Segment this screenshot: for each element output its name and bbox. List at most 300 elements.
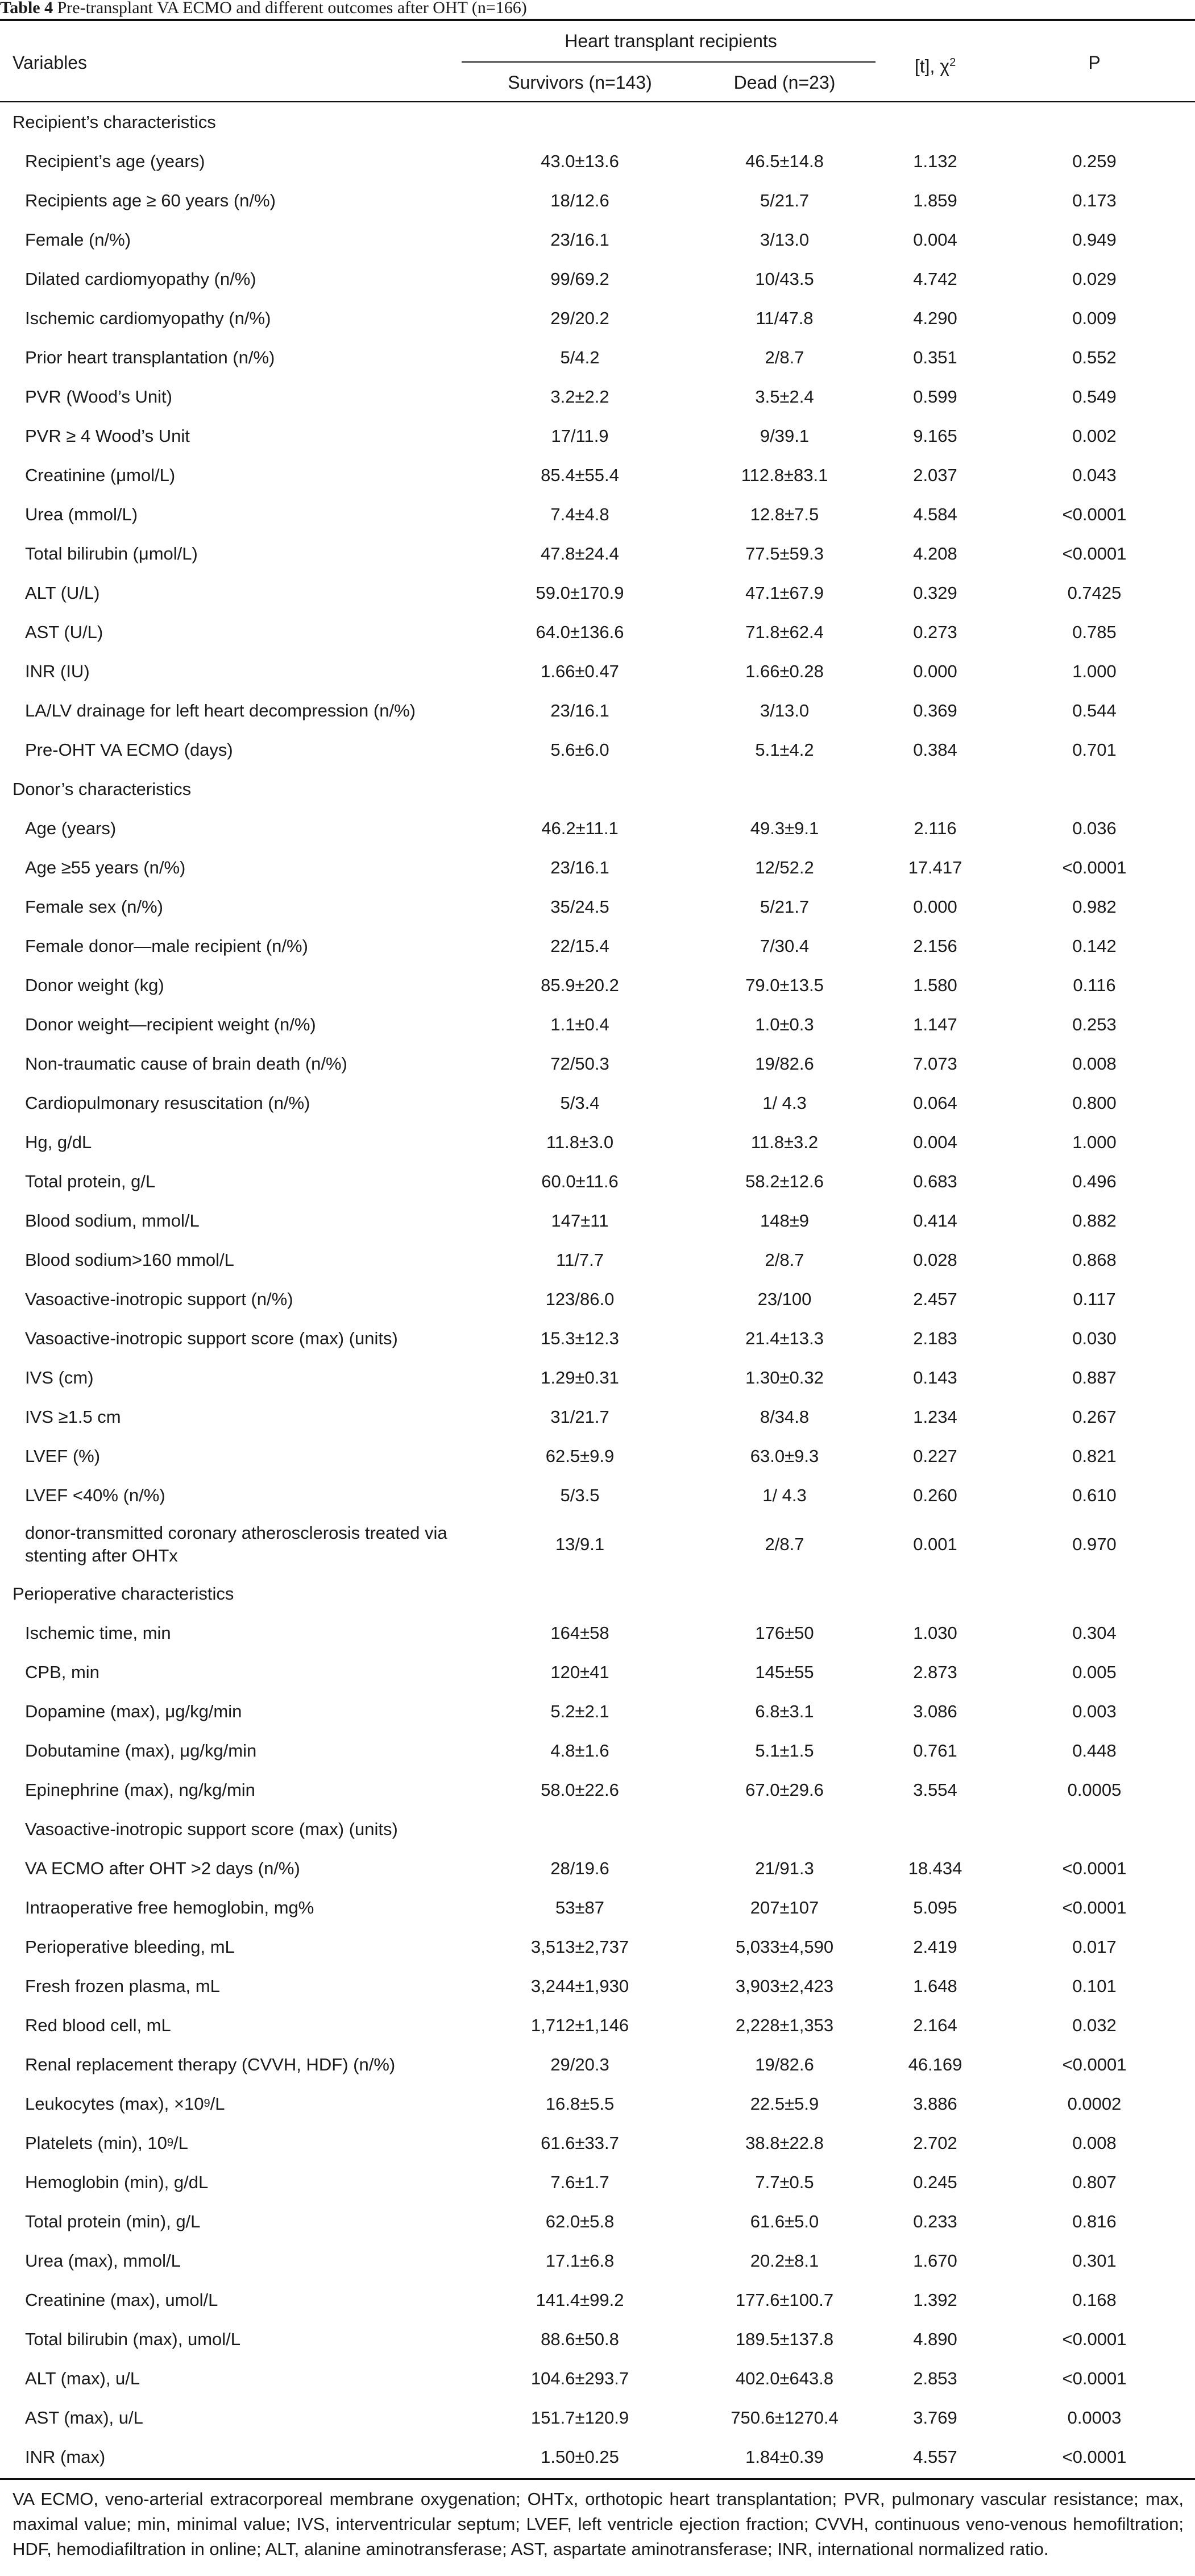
table-row [0, 730, 1195, 769]
stat-cell: 0.351 [913, 347, 957, 367]
row-label [25, 2163, 480, 2202]
row-label-text: Ischemic cardiomyopathy (n/%) [25, 308, 271, 328]
section-row [0, 1574, 1195, 1613]
row-label [25, 1653, 480, 1692]
stat-cell: 9.165 [913, 425, 957, 446]
table-caption [0, 0, 527, 19]
row-label [25, 455, 480, 495]
table-row [0, 1692, 1195, 1731]
p-value-cell: 0.544 [1072, 700, 1117, 720]
survivors-cell: 147±11 [551, 1210, 609, 1231]
row-label-text: Dobutamine (max), μg/kg/min [25, 1740, 257, 1761]
row-label-tail: /L [210, 2093, 225, 2114]
stat-cell: 0.001 [913, 1534, 957, 1554]
table-row [0, 1123, 1195, 1162]
p-value-cell: 0.982 [1072, 896, 1117, 917]
table-row [0, 338, 1195, 377]
p-value-cell: <0.0001 [1062, 2329, 1127, 2349]
stat-cell: 0.004 [913, 229, 957, 250]
p-value-cell: 0.008 [1072, 1053, 1117, 1074]
survivors-cell: 29/20.3 [550, 2054, 609, 2074]
top-rule [0, 19, 1195, 21]
table-row [0, 1966, 1195, 2006]
p-value-cell: 0.868 [1072, 1249, 1117, 1270]
table-row [0, 377, 1195, 416]
row-label [25, 573, 480, 612]
table-row [0, 1770, 1195, 1809]
header-stat-text: [t], χ [914, 56, 950, 77]
stat-cell: 0.369 [913, 700, 957, 720]
survivors-cell: 151.7±120.9 [530, 2407, 629, 2428]
row-label-text: Urea (max), mmol/L [25, 2250, 181, 2271]
row-label [25, 1515, 491, 1574]
row-label [25, 1397, 480, 1436]
survivors-cell: 1.66±0.47 [541, 661, 619, 681]
survivors-cell: 23/16.1 [550, 700, 609, 720]
table-row [0, 1476, 1195, 1515]
p-value-cell: 0.116 [1073, 975, 1116, 995]
row-label-tail: /L [173, 2132, 188, 2153]
section-row [0, 769, 1195, 809]
row-label-text: Total bilirubin (max), umol/L [25, 2329, 241, 2349]
survivors-cell: 99/69.2 [550, 268, 609, 289]
dead-cell: 12/52.2 [755, 857, 814, 877]
dead-cell: 20.2±8.1 [750, 2250, 819, 2271]
dead-cell [694, 1809, 875, 1849]
p-value-cell: 0.009 [1072, 308, 1117, 328]
row-label [25, 377, 480, 416]
dead-cell: 402.0±643.8 [735, 2368, 834, 2388]
row-label-text: LVEF <40% (n/%) [25, 1485, 165, 1505]
row-label [25, 2320, 480, 2359]
table-row [0, 966, 1195, 1005]
row-label-text: Vasoactive-inotropic support score (max) (units) [25, 1819, 398, 1839]
dead-cell: 19/82.6 [755, 2054, 814, 2074]
dead-cell: 19/82.6 [755, 1053, 814, 1074]
stat-cell: 18.434 [908, 1858, 962, 1878]
p-value-cell: 0.168 [1072, 2289, 1117, 2310]
stat-cell: 0.260 [913, 1485, 957, 1505]
row-label [25, 2359, 480, 2398]
row-label [25, 1005, 480, 1044]
dead-cell: 5,033±4,590 [735, 1936, 834, 1957]
dead-cell: 9/39.1 [760, 425, 810, 446]
table-row [0, 142, 1195, 181]
p-value-cell: 0.0002 [1067, 2093, 1122, 2114]
row-label-text: Dopamine (max), μg/kg/min [25, 1701, 242, 1721]
dead-cell: 145±55 [755, 1662, 814, 1682]
row-label-text: Creatinine (max), umol/L [25, 2289, 218, 2310]
row-label-text: Creatinine (μmol/L) [25, 465, 176, 485]
survivors-cell: 23/16.1 [550, 229, 609, 250]
survivors-cell: 62.0±5.8 [545, 2211, 615, 2231]
p-value-cell: 0.032 [1072, 2015, 1117, 2035]
row-label [25, 181, 480, 220]
row-label-text: LA/LV drainage for left heart decompression (n/%) [25, 700, 416, 720]
row-label-sup: 9 [204, 2097, 210, 2110]
dead-cell: 2/8.7 [765, 347, 804, 367]
p-value-cell: 0.816 [1072, 2211, 1117, 2231]
row-label-text: Total protein, g/L [25, 1171, 156, 1191]
row-label-text: CPB, min [25, 1662, 99, 1682]
row-label [25, 1279, 480, 1319]
table-row [0, 181, 1195, 220]
row-label [25, 259, 480, 299]
row-label-text: Blood sodium, mmol/L [25, 1210, 200, 1231]
survivors-cell: 47.8±24.4 [541, 543, 619, 564]
table-row [0, 259, 1195, 299]
row-label-text: Prior heart transplantation (n/%) [25, 347, 275, 367]
dead-cell: 77.5±59.3 [745, 543, 824, 564]
stat-cell: 4.557 [913, 2446, 957, 2467]
p-value-cell: 0.259 [1072, 151, 1117, 171]
row-label [25, 2398, 480, 2437]
row-label [25, 1201, 480, 1240]
dead-cell: 750.6±1270.4 [731, 2407, 839, 2428]
dead-cell: 10/43.5 [755, 268, 814, 289]
dead-cell: 8/34.8 [760, 1406, 810, 1427]
survivors-cell: 7.6±1.7 [550, 2172, 609, 2192]
row-label-text: Hg, g/dL [25, 1132, 92, 1152]
survivors-cell: 5.2±2.1 [550, 1701, 609, 1721]
table-row [0, 1888, 1195, 1927]
header-p: P [1088, 52, 1101, 73]
survivors-cell: 64.0±136.6 [536, 622, 624, 642]
row-label [25, 2241, 480, 2280]
stat-cell: 0.329 [913, 582, 957, 603]
p-value-cell: <0.0001 [1062, 543, 1127, 564]
survivors-cell: 85.4±55.4 [541, 465, 619, 485]
dead-cell: 21/91.3 [755, 1858, 814, 1878]
row-label-text: Recipient’s characteristics [13, 111, 216, 132]
dead-cell: 58.2±12.6 [745, 1171, 824, 1191]
row-label [25, 652, 480, 691]
stat-cell: 0.599 [913, 386, 957, 407]
stat-cell: 7.073 [913, 1053, 957, 1074]
dead-cell: 63.0±9.3 [750, 1446, 819, 1466]
header-dead: Dead (n=23) [733, 72, 836, 93]
p-value-cell: <0.0001 [1062, 504, 1127, 524]
dead-cell: 1/ 4.3 [762, 1092, 807, 1113]
dead-cell: 177.6±100.7 [735, 2289, 834, 2310]
table-row [0, 2398, 1195, 2437]
row-label [25, 887, 480, 926]
dead-cell: 3/13.0 [760, 700, 810, 720]
row-label [25, 848, 480, 887]
row-label-text: AST (U/L) [25, 622, 103, 642]
row-label-text: LVEF (%) [25, 1446, 101, 1466]
p-value-cell: 0.043 [1072, 465, 1117, 485]
p-value-cell: 0.800 [1072, 1092, 1117, 1113]
table-row [0, 2202, 1195, 2241]
p-value-cell: <0.0001 [1062, 857, 1127, 877]
row-label [25, 1927, 480, 1966]
table-row [0, 1044, 1195, 1083]
row-label-text: PVR (Wood’s Unit) [25, 386, 172, 407]
dead-cell: 2,228±1,353 [735, 2015, 834, 2035]
p-value-cell: <0.0001 [1062, 2054, 1127, 2074]
survivors-cell: 3.2±2.2 [550, 386, 609, 407]
p-value-cell: <0.0001 [1062, 1858, 1127, 1878]
row-label-text: Female donor—male recipient (n/%) [25, 935, 308, 956]
dead-cell: 7.7±0.5 [755, 2172, 814, 2192]
table-row [0, 2006, 1195, 2045]
table-row [0, 2359, 1195, 2398]
row-label-text: Donor’s characteristics [13, 778, 192, 799]
survivors-cell: 1.1±0.4 [550, 1014, 609, 1034]
table-row [0, 534, 1195, 573]
row-label-text: INR (IU) [25, 661, 90, 681]
table-title: Pre-transplant VA ECMO and different outcomes after OHT (n=166) [57, 0, 527, 17]
row-label [25, 1436, 480, 1476]
row-label-text: Age ≥55 years (n/%) [25, 857, 186, 877]
dead-cell: 23/100 [757, 1289, 812, 1309]
table-row [0, 1005, 1195, 1044]
stat-cell: 1.580 [913, 975, 957, 995]
table-row [0, 573, 1195, 612]
table-row [0, 1201, 1195, 1240]
table-row [0, 1162, 1195, 1201]
p-value-cell: 0.002 [1072, 425, 1117, 446]
survivors-cell: 5.6±6.0 [550, 739, 609, 760]
row-label [25, 1358, 480, 1397]
stat-cell: 4.584 [913, 504, 957, 524]
stat-cell: 3.086 [913, 1701, 957, 1721]
dead-cell: 61.6±5.0 [750, 2211, 819, 2231]
survivors-cell: 35/24.5 [550, 896, 609, 917]
p-value-cell: 1.000 [1072, 661, 1117, 681]
stat-cell: 1.392 [913, 2289, 957, 2310]
p-value-cell: 0.005 [1072, 1662, 1117, 1682]
p-value-cell: 0.008 [1072, 2132, 1117, 2153]
table-row [0, 2280, 1195, 2320]
survivors-cell: 13/9.1 [555, 1534, 605, 1554]
table-row [0, 652, 1195, 691]
section-row [0, 102, 1195, 142]
dead-cell: 189.5±137.8 [735, 2329, 834, 2349]
stat-cell: 0.064 [913, 1092, 957, 1113]
row-label-text: Donor weight—recipient weight (n/%) [25, 1014, 316, 1034]
stat-cell: 0.273 [913, 622, 957, 642]
stat-cell: 2.156 [913, 935, 957, 956]
dead-cell: 1.30±0.32 [745, 1367, 824, 1388]
p-value-cell: 0.448 [1072, 1740, 1117, 1761]
stat-cell: 0.384 [913, 739, 957, 760]
stat-cell: 0.683 [913, 1171, 957, 1191]
dead-cell: 11.8±3.2 [750, 1132, 819, 1152]
p-value-cell [995, 1809, 1194, 1849]
table-row [0, 1319, 1195, 1358]
survivors-cell: 4.8±1.6 [550, 1740, 609, 1761]
p-value-cell: 0.610 [1072, 1485, 1117, 1505]
row-label [25, 1319, 480, 1358]
p-value-cell: 0.882 [1072, 1210, 1117, 1231]
row-label-text: INR (max) [25, 2446, 106, 2467]
survivors-cell: 141.4±99.2 [536, 2289, 624, 2310]
survivors-cell: 7.4±4.8 [550, 504, 609, 524]
stat-cell: 2.183 [913, 1328, 957, 1348]
survivors-cell: 5/3.5 [560, 1485, 600, 1505]
dead-cell: 22.5±5.9 [750, 2093, 819, 2114]
row-label [25, 338, 480, 377]
survivors-cell: 1.50±0.25 [541, 2446, 619, 2467]
row-label [25, 926, 480, 966]
dead-cell: 3/13.0 [760, 229, 810, 250]
table-row [0, 1358, 1195, 1397]
p-value-cell: 0.0005 [1067, 1779, 1122, 1800]
row-label [25, 2084, 480, 2123]
row-label-text: Platelets (min), 10 [25, 2132, 167, 2153]
table-row [0, 2241, 1195, 2280]
stat-cell: 0.000 [913, 661, 957, 681]
table-row [0, 1436, 1195, 1476]
stat-cell: 2.419 [913, 1936, 957, 1957]
header-group-rule [462, 61, 875, 63]
p-value-cell: 0.821 [1072, 1446, 1117, 1466]
stat-cell: 5.095 [913, 1897, 957, 1917]
dead-cell: 21.4±13.3 [745, 1328, 824, 1348]
row-label [25, 966, 480, 1005]
table-row [0, 1515, 1195, 1574]
stat-cell: 0.004 [913, 1132, 957, 1152]
row-label-text: Perioperative bleeding, mL [25, 1936, 235, 1957]
dead-cell: 207±107 [750, 1897, 819, 1917]
table-row [0, 2163, 1195, 2202]
survivors-cell: 46.2±11.1 [541, 818, 619, 838]
survivors-cell: 104.6±293.7 [530, 2368, 629, 2388]
stat-cell: 2.116 [914, 818, 957, 838]
p-value-cell: 0.949 [1072, 229, 1117, 250]
row-label [25, 1770, 480, 1809]
row-label [25, 809, 480, 848]
survivors-cell: 17/11.9 [551, 425, 609, 446]
stat-cell: 0.761 [913, 1740, 957, 1761]
p-value-cell: 0.101 [1072, 1976, 1117, 1996]
stat-cell: 0.028 [913, 1249, 957, 1270]
p-value-cell: 0.003 [1072, 1701, 1117, 1721]
table-row [0, 1927, 1195, 1966]
table-row [0, 455, 1195, 495]
table-row [0, 1240, 1195, 1279]
stat-cell: 3.554 [913, 1779, 957, 1800]
survivors-cell: 123/86.0 [545, 1289, 615, 1309]
survivors-cell: 1,712±1,146 [530, 2015, 629, 2035]
survivors-cell [466, 1809, 694, 1849]
stat-cell: 2.853 [913, 2368, 957, 2388]
survivors-cell: 59.0±170.9 [536, 582, 624, 603]
survivors-cell: 16.8±5.5 [545, 2093, 615, 2114]
dead-cell: 11/47.8 [756, 308, 814, 328]
dead-cell: 6.8±3.1 [755, 1701, 814, 1721]
stat-cell: 1.859 [913, 190, 957, 210]
stat-cell: 1.670 [913, 2250, 957, 2271]
survivors-cell: 23/16.1 [550, 857, 609, 877]
row-label-text: Vasoactive-inotropic support (n/%) [25, 1289, 293, 1309]
header-variables: Variables [13, 52, 88, 73]
survivors-cell: 11.8±3.0 [546, 1132, 614, 1152]
stat-cell: 1.132 [913, 151, 957, 171]
table-row [0, 1809, 1195, 1849]
survivors-cell: 3,244±1,930 [530, 1976, 629, 1996]
row-label-text: Ischemic time, min [25, 1622, 171, 1643]
row-label-text: Urea (mmol/L) [25, 504, 138, 524]
table-row [0, 1731, 1195, 1770]
p-value-cell: 0.117 [1073, 1289, 1116, 1309]
table-row [0, 809, 1195, 848]
row-label-text: Leukocytes (max), ×10 [25, 2093, 204, 2114]
row-label-text: PVR ≥ 4 Wood’s Unit [25, 425, 190, 446]
p-value-cell: 0.7425 [1067, 582, 1122, 603]
p-value-cell: 0.267 [1072, 1406, 1117, 1427]
dead-cell: 148±9 [760, 1210, 809, 1231]
row-label-text: Red blood cell, mL [25, 2015, 171, 2035]
row-label [25, 1692, 480, 1731]
row-label-text: Total protein (min), g/L [25, 2211, 201, 2231]
p-value-cell: 0.552 [1072, 347, 1117, 367]
stat-cell: 1.030 [913, 1622, 957, 1643]
survivors-cell: 11/7.7 [556, 1249, 604, 1270]
survivors-cell: 29/20.2 [550, 308, 609, 328]
survivors-cell: 5/3.4 [560, 1092, 600, 1113]
table-number: Table 4 [0, 0, 53, 17]
stat-cell: 4.290 [913, 308, 957, 328]
p-value-cell: <0.0001 [1062, 1897, 1127, 1917]
row-label [25, 220, 480, 259]
row-label [25, 1966, 480, 2006]
survivors-cell: 43.0±13.6 [541, 151, 619, 171]
p-value-cell: 0.549 [1072, 386, 1117, 407]
row-label-text: Epinephrine (max), ng/kg/min [25, 1779, 255, 1800]
row-label-text: Perioperative characteristics [13, 1583, 234, 1604]
row-label-text: Vasoactive-inotropic support score (max) (units) [25, 1328, 398, 1348]
p-value-cell: 0.496 [1072, 1171, 1117, 1191]
section-label [13, 102, 467, 142]
table-row [0, 612, 1195, 652]
row-label-text: Non-traumatic cause of brain death (n/%) [25, 1053, 347, 1074]
row-label [25, 299, 480, 338]
survivors-cell: 85.9±20.2 [541, 975, 619, 995]
stat-cell: 2.702 [913, 2132, 957, 2153]
row-label [25, 495, 480, 534]
stat-cell: 2.873 [913, 1662, 957, 1682]
stat-cell: 0.227 [913, 1446, 957, 1466]
row-label [25, 1731, 480, 1770]
row-label [25, 1083, 480, 1123]
header-stat-sup: 2 [949, 56, 956, 69]
survivors-cell: 17.1±6.8 [545, 2250, 615, 2271]
p-value-cell: 0.304 [1072, 1622, 1117, 1643]
survivors-cell: 60.0±11.6 [541, 1171, 619, 1191]
row-label [25, 1888, 480, 1927]
table-row [0, 2045, 1195, 2084]
survivors-cell: 5/4.2 [560, 347, 600, 367]
row-label-text: Fresh frozen plasma, mL [25, 1976, 220, 1996]
dead-cell: 3.5±2.4 [755, 386, 814, 407]
row-label [25, 142, 480, 181]
table-row [0, 887, 1195, 926]
p-value-cell: <0.0001 [1062, 2446, 1127, 2467]
dead-cell: 71.8±62.4 [745, 622, 824, 642]
bottom-rule [0, 2478, 1195, 2480]
table-row [0, 1849, 1195, 1888]
survivors-cell: 28/19.6 [550, 1858, 609, 1878]
section-label [13, 769, 467, 809]
row-label [25, 730, 480, 769]
header-stat [875, 51, 995, 78]
p-value-cell: 0.173 [1072, 190, 1117, 210]
dead-cell: 2/8.7 [765, 1534, 804, 1554]
table-row [0, 495, 1195, 534]
